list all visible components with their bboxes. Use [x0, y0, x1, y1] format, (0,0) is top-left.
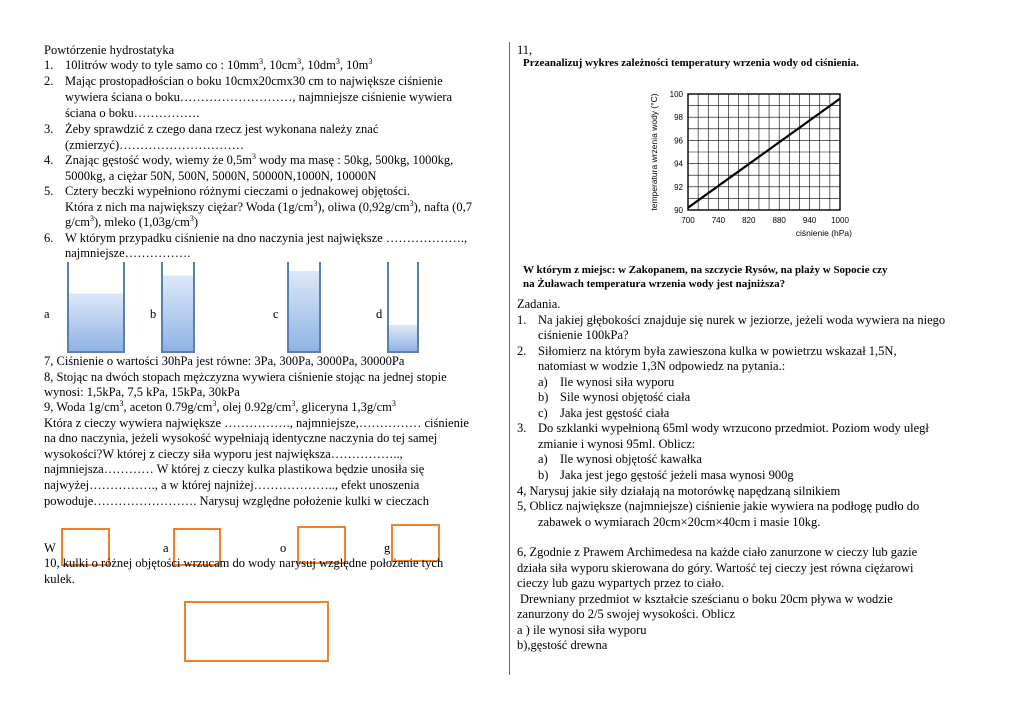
chart-y-tick-label: 98 [674, 113, 683, 123]
t6-line2: działa siła wyporu skierowana do góry. Wartość tej cieczy jest równa ciężarowi [517, 561, 914, 575]
t2-sub-b-text: Sile wynosi objętość ciała [560, 390, 691, 404]
chart-y-tick-label: 90 [674, 206, 683, 215]
t3-sub-b-letter: b) [538, 468, 549, 482]
q6-number: 6. [44, 231, 54, 245]
t2-sub-a-letter: a) [538, 375, 548, 389]
chart-y-label: temperatura wrzenia wody (°C) [649, 93, 659, 211]
q1-text: 10litrów wody to tyle samo co : $10mm^3$, $10cm^3$, $10dm^3$, $10m^3$ [65, 56, 373, 72]
q8-line1: 8, Stojąc na dwóch stopach mężczyzna wywiera ciśnienie stojąc na jednej stopie [44, 370, 447, 384]
t3-sub-a-letter: a) [538, 452, 548, 466]
t6-line3: cieczy lub gazu wypartych przez to ciało. [517, 576, 725, 590]
t3-line2: zmianie i wynosi 95ml. Oblicz: [538, 437, 696, 451]
q9-line1: 9, Woda $1g/cm^3$, aceton $0.79g/cm^3$, olej $0.92g/cm^3$, gliceryna $1,3g/cm^3$ [44, 398, 396, 414]
t2-sub-c-text: Jaka jest gęstość ciała [560, 406, 670, 420]
chart-y-tick-label: 96 [674, 136, 683, 146]
q1-number: 1. [44, 58, 54, 72]
chart-y-tick-label: 94 [674, 159, 683, 169]
q11-number: 11, [517, 43, 533, 57]
t1-line2: ciśnienie 100kPa? [538, 328, 629, 342]
column-divider [509, 42, 510, 675]
q3-line1: Żeby sprawdzić z czego dana rzecz jest wykonana należy znać [65, 122, 379, 136]
t2-sub-a-text: Ile wynosi siła wyporu [560, 375, 675, 389]
t2-sub-c-letter: c) [538, 406, 548, 420]
boiling-point-chart [640, 78, 860, 248]
t6-line7: b),gęstość drewna [517, 638, 608, 652]
q2-line1: Mając prostopadłościan o boku 10cmx20cmx30 cm to największe ciśnienie [65, 74, 443, 88]
t5-line1: 5, Oblicz największe (najmniejsze) ciśnienie jakie wywiera na podłogę pudło do [517, 499, 920, 513]
t2-number: 2. [517, 344, 527, 358]
q10-line1: 10, kulki o różnej objętości wrzucam do wody narysuj względne położenie tych [44, 556, 444, 570]
q7: 7, Ciśnienie o wartości 30hPa jest równe: 3Pa, 300Pa, 3000Pa, 30000Pa [44, 354, 405, 368]
t1-number: 1. [517, 313, 527, 327]
tasks-title: Zadania. [517, 297, 561, 311]
q5-line1: Cztery beczki wypełniono różnymi cieczami o jednakowej objętości. [65, 184, 411, 198]
t3-sub-a-text: Ile wynosi objętość kawałka [560, 452, 702, 466]
chart-x-tick-label: 940 [802, 216, 817, 225]
chart-x-tick-label: 740 [711, 216, 726, 225]
chart-x-label: ciśnienie (hPa) [795, 228, 852, 238]
t6-line4: Drewniany przedmiot w kształcie sześcianu o boku 20cm pływa w wodzie [520, 592, 893, 606]
beaker-a [66, 262, 126, 354]
q11-question-line1: W którym z miejsc: w Zakopanem, na szczycie Rysów, na plaży w Sopocie czy [523, 264, 888, 276]
q5-line3: $g/cm^3$), mleko $(1,03g/cm^3)$ [65, 213, 198, 229]
beaker-d-water [388, 325, 418, 352]
chart-series-line [688, 99, 840, 208]
q9-line5: najmniejsza………… W której z cieczy kulka plastikowa będzie unosiła się [44, 462, 425, 476]
t3-sub-b-text: Jaka jest jego gęstość jeżeli masa wynosi 900g [560, 468, 794, 482]
beaker-b [160, 262, 196, 354]
chart-y-tick-label: 92 [674, 182, 683, 192]
t6-line5: zanurzony do 2/5 swojej wysokości. Oblicz [517, 607, 736, 621]
beaker-a-water [68, 294, 124, 353]
q6-line2: najmniejsze……………. [65, 246, 191, 260]
q9-line3: na dno naczynia, jeżeli wysokość wypełniają identyczne naczynia do tej samej [44, 431, 438, 445]
cup-label-o: o [280, 541, 287, 555]
cup-label-a: a [163, 541, 169, 555]
beaker-label-d: d [376, 307, 383, 321]
beaker-label-c: c [273, 307, 279, 321]
q10-drawing-box[interactable] [184, 601, 329, 662]
q9-line2: Która z cieczy wywiera największe ……………., najmniejsze,…………… ciśnienie [44, 416, 469, 430]
t2-sub-b-letter: b) [538, 390, 549, 404]
t6-line1: 6, Zgodnie z Prawem Archimedesa na każde ciało zanurzone w cieczy lub gazie [517, 545, 918, 559]
t3-line1: Do szklanki wypełnioną 65ml wody wrzucono przedmiot. Poziom wody uległ [538, 421, 929, 435]
chart-y-tick-label: 100 [669, 90, 683, 99]
beaker-c-water [288, 271, 320, 352]
t3-number: 3. [517, 421, 527, 435]
chart-x-tick-label: 820 [742, 216, 756, 225]
t6-line6: a ) ile wynosi siła wyporu [517, 623, 647, 637]
t2-line2: natomiast w wodzie 1,3N odpowiedz na pytania.: [538, 359, 786, 373]
q9-line6: najwyżej……………., a w której najniżej……………….., efekt unoszenia [44, 478, 420, 492]
q6-line1: W którym przypadku ciśnienie na dno naczynia jest największe ………………., [65, 231, 468, 245]
q10-line2: kulek. [44, 572, 75, 586]
chart-x-tick-label: 1000 [831, 216, 849, 225]
q2-line3: ściana o boku……………. [65, 106, 200, 120]
q2-line2: wywiera ściana o boku………………………, najmniejsze ciśnienie wywiera [65, 90, 453, 104]
chart-x-tick-label: 700 [681, 216, 695, 225]
chart-x-tick-label: 880 [772, 216, 786, 225]
cup-label-w: W [44, 541, 56, 555]
beaker-b-water [162, 276, 194, 353]
q2-number: 2. [44, 74, 54, 88]
q11-question-line2: na Żuławach temperatura wrzenia wody jest najniższa? [523, 278, 786, 290]
q9-line4: wysokości?W której z cieczy siła wyporu jest największa…………….., [44, 447, 403, 461]
t1-line1: Na jakiej głębokości znajduje się nurek w jeziorze, jeżeli woda wywiera na niego [538, 313, 946, 327]
q5-line2: Która z nich ma największy ciężar? Woda $(1g/cm^3)$, oliwa $(0,92g/cm^3)$, nafta (0,7 [65, 198, 472, 214]
q4-line2: 5000kg, a ciężar 50N, 500N, 5000N, 50000N,1000N, 10000N [65, 169, 377, 183]
page-title: Powtórzenie hydrostatyka [44, 43, 175, 57]
q11-title: Przeanalizuj wykres zależności temperatury wrzenia wody od ciśnienia. [523, 57, 859, 69]
cup-label-g: g [384, 541, 391, 555]
beaker-d [386, 262, 420, 354]
q4-line1: Znając gęstość wody, wiemy że $0,5m^3$ wody ma masę : 50kg, 500kg, 1000kg, [65, 151, 454, 167]
q9-line7: powoduje……………………. Narysuj względne położenie kulki w cieczach [44, 494, 429, 508]
beaker-label-b: b [150, 307, 157, 321]
q8-line2: wynosi: 1,5kPa, 7,5 kPa, 15kPa, 30kPa [44, 385, 240, 399]
q5-number: 5. [44, 184, 54, 198]
t5-line2: zabawek o wymiarach 20cm×20cm×40cm i masie 10kg. [538, 515, 821, 529]
beaker-c [286, 262, 322, 354]
q3-number: 3. [44, 122, 54, 136]
t4: 4, Narysuj jakie siły działają na motorówkę napędzaną silnikiem [517, 484, 841, 498]
q3-line2: (zmierzyć)………………………… [65, 138, 245, 152]
q4-number: 4. [44, 153, 54, 167]
beaker-label-a: a [44, 307, 50, 321]
t2-line1: Siłomierz na którym była zawieszona kulka w powietrzu wskazał 1,5N, [538, 344, 897, 358]
